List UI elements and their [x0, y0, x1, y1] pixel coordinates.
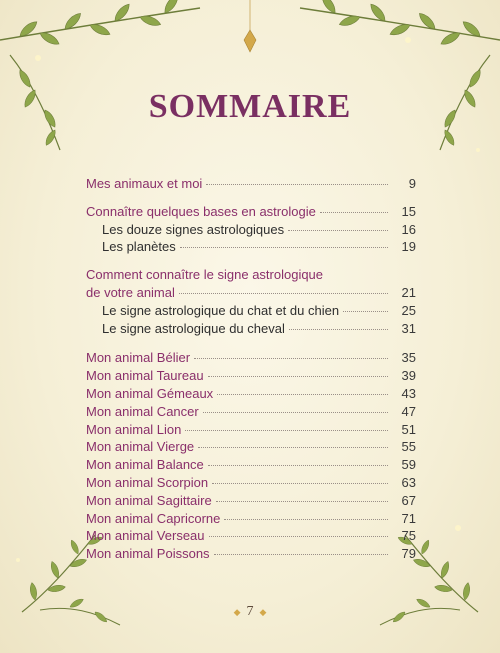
leader-dots	[209, 536, 388, 537]
toc-entry-page: 25	[401, 302, 416, 318]
toc-subentry[interactable]	[86, 221, 416, 239]
page-number: 7	[246, 604, 254, 619]
leader-dots	[194, 358, 388, 359]
top-right-branch-icon	[300, 0, 500, 150]
toc-entry-page: 75	[401, 528, 416, 544]
toc-entry-vierge[interactable]	[86, 438, 416, 456]
toc-entry-page: 19	[401, 239, 416, 255]
toc-entry-label: Mon animal Vierge	[86, 439, 195, 455]
toc-entry[interactable]	[86, 175, 416, 193]
toc-entry-label: Mon animal Gémeaux	[86, 385, 214, 401]
toc-entry-page: 39	[401, 368, 416, 384]
toc-entry-label: Mon animal Balance	[86, 457, 204, 473]
toc-entry-label: Les planètes	[102, 239, 176, 255]
toc-entry-label: Mon animal Taureau	[86, 368, 204, 384]
leader-dots	[320, 212, 388, 213]
toc-entry-balance[interactable]	[86, 456, 416, 474]
leader-dots	[208, 376, 388, 377]
toc-entry-label: Mon animal Cancer	[86, 403, 199, 419]
toc-entry-cancer[interactable]	[86, 403, 416, 421]
toc-entry-label: Mon animal Bélier	[86, 350, 191, 366]
leader-dots	[224, 519, 388, 520]
toc-subentry[interactable]	[86, 302, 416, 320]
leader-dots	[214, 554, 388, 555]
toc-entry[interactable]	[86, 266, 416, 284]
toc-entry-page: 15	[401, 203, 416, 219]
leader-dots	[216, 501, 388, 502]
top-left-branch-icon	[0, 0, 200, 150]
toc-entry-page: 16	[401, 221, 416, 237]
toc-entry-page: 21	[401, 284, 416, 300]
table-of-contents	[86, 175, 416, 563]
toc-entry-capricorne[interactable]	[86, 510, 416, 528]
toc-entry-gemeaux[interactable]	[86, 385, 416, 403]
toc-entry[interactable]	[86, 203, 416, 221]
sign-entries	[86, 349, 416, 563]
toc-entry-label: Connaître quelques bases en astrologie	[86, 203, 316, 219]
toc-entry-label: Mon animal Capricorne	[86, 510, 221, 526]
page-number-footer	[0, 604, 500, 620]
page-title: SOMMAIRE	[148, 88, 352, 125]
leader-dots	[206, 184, 388, 185]
leader-dots	[217, 394, 388, 395]
hanging-ornament-icon	[244, 0, 256, 52]
toc-entry-label: Le signe astrologique du cheval	[102, 320, 285, 336]
toc-entry[interactable]	[86, 284, 416, 302]
toc-entry-page: 9	[408, 176, 416, 191]
toc-entry-page: 43	[401, 385, 416, 401]
leader-dots	[180, 247, 388, 248]
toc-entry-page: 59	[401, 457, 416, 473]
leader-dots	[208, 465, 388, 466]
toc-subentry[interactable]	[86, 238, 416, 256]
toc-entry-label: Les douze signes astrologiques	[102, 221, 285, 237]
toc-entry-label-line2: de votre animal	[86, 284, 175, 300]
toc-entry-sagittaire[interactable]	[86, 492, 416, 510]
leader-dots	[179, 293, 388, 294]
toc-entry-page: 71	[401, 510, 416, 526]
toc-entry-label: Le signe astrologique du chat et du chien	[102, 302, 340, 318]
toc-entry-belier[interactable]	[86, 349, 416, 367]
toc-entry-page: 79	[401, 546, 416, 562]
diamond-icon: ◆	[259, 607, 267, 617]
toc-entry-taureau[interactable]	[86, 367, 416, 385]
toc-entry-verseau[interactable]	[86, 527, 416, 545]
toc-entry-page: 55	[401, 439, 416, 455]
toc-entry-page: 35	[401, 350, 416, 366]
toc-entry-label-line1: Comment connaître le signe astrologique	[86, 267, 324, 283]
leader-dots	[343, 311, 388, 312]
leader-dots	[289, 329, 388, 330]
toc-entry-page: 63	[401, 474, 416, 490]
toc-entry-label: Mon animal Lion	[86, 421, 182, 437]
toc-entry-label: Mes animaux et moi	[86, 176, 203, 191]
toc-entry-scorpion[interactable]	[86, 474, 416, 492]
toc-entry-page: 51	[401, 421, 416, 437]
toc-entry-page: 31	[401, 320, 416, 336]
leader-dots	[288, 230, 388, 231]
toc-subentry[interactable]	[86, 320, 416, 338]
leader-dots	[212, 483, 388, 484]
toc-entry-page: 67	[401, 492, 416, 508]
leader-dots	[198, 447, 388, 448]
leader-dots	[185, 430, 388, 431]
toc-entry-page: 47	[401, 403, 416, 419]
toc-entry-label: Mon animal Sagittaire	[86, 492, 212, 508]
toc-entry-lion[interactable]	[86, 421, 416, 439]
diamond-icon: ◆	[233, 607, 241, 617]
toc-entry-label: Mon animal Scorpion	[86, 474, 209, 490]
toc-entry-label: Mon animal Verseau	[86, 528, 205, 544]
toc-entry-label: Mon animal Poissons	[86, 546, 210, 562]
leader-dots	[203, 412, 388, 413]
toc-entry-poissons[interactable]	[86, 545, 416, 563]
